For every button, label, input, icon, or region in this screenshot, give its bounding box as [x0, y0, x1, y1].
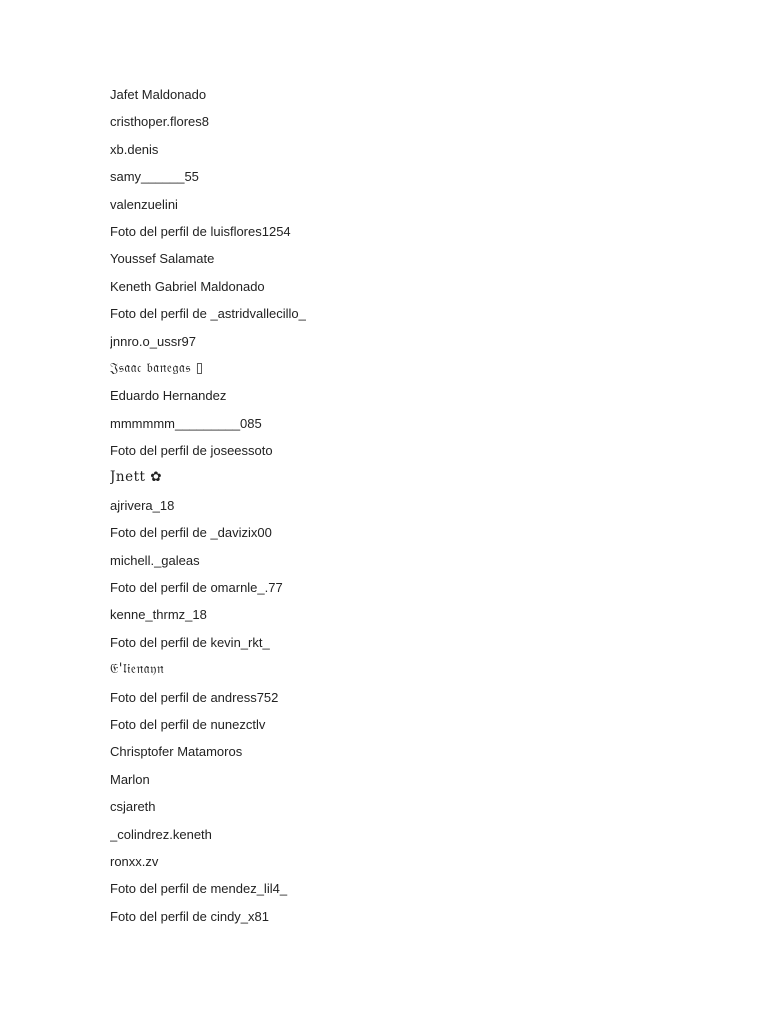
list-item: Foto del perfil de nunezctlv [110, 716, 266, 732]
list-item: Foto del perfil de andress752 [110, 689, 279, 705]
list-item: csjareth [110, 799, 156, 815]
list-item: Foto del perfil de _davizix00 [110, 525, 272, 541]
list-item: ajrivera_18 [110, 497, 175, 513]
list-item: kenne_thrmz_18 [110, 607, 207, 623]
name-list [110, 81, 710, 930]
list-item: Marlon [110, 771, 150, 787]
list-item: Foto del perfil de kevin_rkt_ [110, 634, 270, 650]
list-item: Youssef Salamate [110, 251, 215, 267]
list-item: Chrisptofer Matamoros [110, 744, 243, 760]
list-item: cristhoper.flores8 [110, 114, 209, 130]
list-item: 𝔈'𝔩𝔦𝔢𝔫𝔞𝔶𝔫 [110, 661, 165, 678]
list-item: Foto del perfil de omarnle_.77 [110, 580, 283, 596]
list-item: 𝔍𝔰𝔞𝔞𝔠 𝔟𝔞𝔫𝔢𝔤𝔞𝔰 ▯ [110, 359, 204, 376]
list-item: Keneth Gabriel Maldonado [110, 278, 265, 294]
list-item: xb.denis [110, 141, 159, 157]
list-item: Foto del perfil de luisflores1254 [110, 223, 291, 239]
list-item: Jnett ✿ [110, 469, 163, 486]
list-item: samy______55 [110, 169, 199, 185]
list-item: Foto del perfil de joseessoto [110, 443, 273, 459]
list-item: ronxx.zv [110, 853, 159, 869]
list-item: Foto del perfil de _astridvallecillo_ [110, 306, 306, 322]
list-item: Foto del perfil de mendez_lil4_ [110, 881, 288, 897]
list-item: mmmmmm_________085 [110, 415, 262, 431]
list-item: michell._galeas [110, 552, 200, 568]
list-item: jnnro.o_ussr97 [110, 333, 196, 349]
list-item: Foto del perfil de cindy_x81 [110, 908, 269, 924]
list-item: valenzuelini [110, 196, 178, 212]
list-item: Eduardo Hernandez [110, 388, 227, 404]
list-item: _colindrez.keneth [110, 826, 212, 842]
list-item: Jafet Maldonado [110, 87, 207, 102]
